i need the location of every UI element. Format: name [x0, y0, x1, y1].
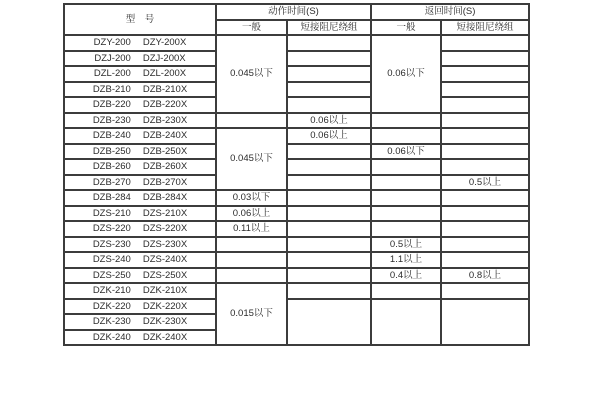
table-row — [64, 82, 529, 98]
model-number: DZJ-200 — [94, 52, 131, 64]
header-action-time: 动作时间(S) — [216, 4, 371, 20]
model-number-x: DZK-240X — [142, 331, 188, 343]
model-cell — [64, 97, 216, 113]
model-number: DZB-240 — [92, 130, 131, 141]
model-cell — [64, 206, 216, 222]
model-cell — [64, 175, 216, 191]
table-row — [64, 128, 529, 144]
model-number: DZB-250 — [92, 145, 131, 157]
model-number-x: DZB-230X — [142, 114, 188, 126]
return-general-cell — [371, 159, 441, 175]
model-cell — [64, 190, 216, 206]
model-number-x: DZL-200X — [142, 68, 187, 79]
model-number-x: DZB-210X — [142, 83, 188, 95]
return-general-cell: 1.1以上 — [371, 252, 441, 268]
table-row — [64, 190, 529, 206]
model-number: DZK-240 — [92, 331, 131, 343]
return-damping-cell — [441, 82, 529, 98]
model-number: DZS-210 — [92, 207, 131, 219]
table-row — [64, 237, 529, 253]
action-general-cell: 0.06以上 — [216, 206, 287, 222]
table-row — [64, 144, 529, 160]
action-general-cell — [216, 113, 287, 129]
table-row — [64, 221, 529, 237]
header-return-time: 返回时间(S) — [371, 4, 529, 20]
action-damping-cell — [287, 175, 371, 191]
action-general-cell: 0.11以上 — [216, 221, 287, 237]
model-number-x: DZB-250X — [142, 145, 188, 157]
return-damping-cell: 0.8以上 — [441, 268, 529, 284]
action-general-cell — [216, 268, 287, 284]
return-damping-cell — [441, 299, 529, 346]
return-damping-cell: 0.5以上 — [441, 175, 529, 191]
model-cell — [64, 82, 216, 98]
return-damping-cell — [441, 66, 529, 82]
table-row — [64, 97, 529, 113]
table-row — [64, 175, 529, 191]
return-general-cell — [371, 175, 441, 191]
action-damping-cell — [287, 159, 371, 175]
table-row — [64, 113, 529, 129]
action-damping-cell — [287, 221, 371, 237]
return-damping-cell — [441, 190, 529, 206]
header-return-general: 一般 — [371, 20, 441, 35]
action-damping-cell — [287, 206, 371, 222]
model-number-x: DZS-210X — [142, 207, 188, 219]
return-general-cell — [371, 190, 441, 206]
table-row — [64, 299, 529, 315]
table-row — [64, 159, 529, 175]
model-number: DZB-220 — [92, 99, 131, 110]
action-general-cell: 0.045以下 — [216, 128, 287, 190]
model-number: DZS-240 — [92, 254, 131, 265]
action-damping-cell — [287, 35, 371, 51]
model-number-x: DZB-284X — [142, 192, 188, 203]
action-damping-cell — [287, 252, 371, 268]
table-row — [64, 66, 529, 82]
return-general-cell — [371, 299, 441, 346]
model-number: DZS-220 — [92, 223, 131, 234]
model-number-x: DZS-220X — [142, 223, 188, 234]
model-number: DZK-210 — [92, 285, 131, 296]
model-number-x: DZB-240X — [142, 130, 188, 141]
return-general-cell: 0.5以上 — [371, 237, 441, 253]
return-damping-cell — [441, 237, 529, 253]
model-number-x: DZB-220X — [142, 99, 188, 110]
model-cell — [64, 299, 216, 315]
model-cell — [64, 35, 216, 51]
model-cell — [64, 330, 216, 346]
model-number-x: DZY-200X — [142, 37, 187, 48]
action-general-cell: 0.015以下 — [216, 283, 287, 345]
model-number-x: DZK-220X — [142, 300, 188, 312]
return-damping-cell — [441, 283, 529, 299]
model-number-x: DZS-250X — [142, 269, 188, 281]
model-number: DZS-230 — [92, 238, 131, 250]
return-general-cell — [371, 221, 441, 237]
model-number-x: DZK-230X — [142, 316, 188, 327]
return-damping-cell — [441, 252, 529, 268]
model-number: DZK-220 — [92, 300, 131, 312]
model-cell — [64, 144, 216, 160]
model-cell — [64, 113, 216, 129]
header-action-general: 一般 — [216, 20, 287, 35]
model-cell — [64, 252, 216, 268]
header-action-damping: 短接阻尼绕组 — [287, 20, 371, 35]
model-number-x: DZS-230X — [142, 238, 188, 250]
return-general-cell — [371, 283, 441, 299]
action-damping-cell — [287, 144, 371, 160]
action-damping-cell — [287, 283, 371, 299]
table-row — [64, 35, 529, 51]
model-number: DZL-200 — [93, 68, 131, 79]
return-general-cell: 0.06以下 — [371, 144, 441, 160]
table-row — [64, 252, 529, 268]
return-damping-cell — [441, 128, 529, 144]
model-number: DZB-230 — [92, 114, 131, 126]
action-damping-cell — [287, 299, 371, 346]
action-damping-cell — [287, 237, 371, 253]
header-row-1 — [64, 4, 529, 20]
model-number-x: DZJ-200X — [142, 52, 186, 64]
model-number: DZB-260 — [92, 161, 131, 172]
model-number: DZB-270 — [92, 176, 131, 188]
table-row — [64, 206, 529, 222]
model-number: DZK-230 — [92, 316, 131, 327]
action-damping-cell — [287, 97, 371, 113]
return-damping-cell — [441, 51, 529, 67]
table-row — [64, 268, 529, 284]
model-cell — [64, 51, 216, 67]
relay-spec-table — [63, 3, 530, 346]
model-number-x: DZK-210X — [142, 285, 188, 296]
return-damping-cell — [441, 113, 529, 129]
table-row — [64, 51, 529, 67]
action-damping-cell — [287, 51, 371, 67]
action-general-cell: 0.045以下 — [216, 35, 287, 113]
model-number: DZY-200 — [93, 37, 131, 48]
model-cell — [64, 159, 216, 175]
action-damping-cell: 0.06以上 — [287, 113, 371, 129]
model-number: DZS-250 — [92, 269, 131, 281]
return-damping-cell — [441, 97, 529, 113]
action-damping-cell — [287, 190, 371, 206]
action-damping-cell — [287, 82, 371, 98]
model-number-x: DZB-270X — [142, 176, 188, 188]
action-general-cell — [216, 237, 287, 253]
model-cell — [64, 283, 216, 299]
table-row — [64, 283, 529, 299]
return-general-cell: 0.4以上 — [371, 268, 441, 284]
header-return-damping: 短接阻尼绕组 — [441, 20, 529, 35]
action-damping-cell — [287, 268, 371, 284]
return-damping-cell — [441, 159, 529, 175]
model-cell — [64, 314, 216, 330]
model-cell — [64, 237, 216, 253]
action-general-cell: 0.03以下 — [216, 190, 287, 206]
model-cell — [64, 221, 216, 237]
return-damping-cell — [441, 144, 529, 160]
model-number-x: DZS-240X — [142, 254, 188, 265]
model-number-x: DZB-260X — [142, 161, 188, 172]
return-general-cell — [371, 128, 441, 144]
return-general-cell: 0.06以下 — [371, 35, 441, 113]
return-general-cell — [371, 113, 441, 129]
model-cell — [64, 268, 216, 284]
return-damping-cell — [441, 206, 529, 222]
return-damping-cell — [441, 35, 529, 51]
model-cell — [64, 128, 216, 144]
action-damping-cell: 0.06以上 — [287, 128, 371, 144]
return-damping-cell — [441, 221, 529, 237]
action-damping-cell — [287, 66, 371, 82]
model-cell — [64, 66, 216, 82]
action-general-cell — [216, 252, 287, 268]
model-number: DZB-284 — [92, 192, 131, 203]
header-model: 型 号 — [64, 4, 216, 35]
return-general-cell — [371, 206, 441, 222]
spec-table-body — [64, 35, 529, 345]
model-number: DZB-210 — [92, 83, 131, 95]
